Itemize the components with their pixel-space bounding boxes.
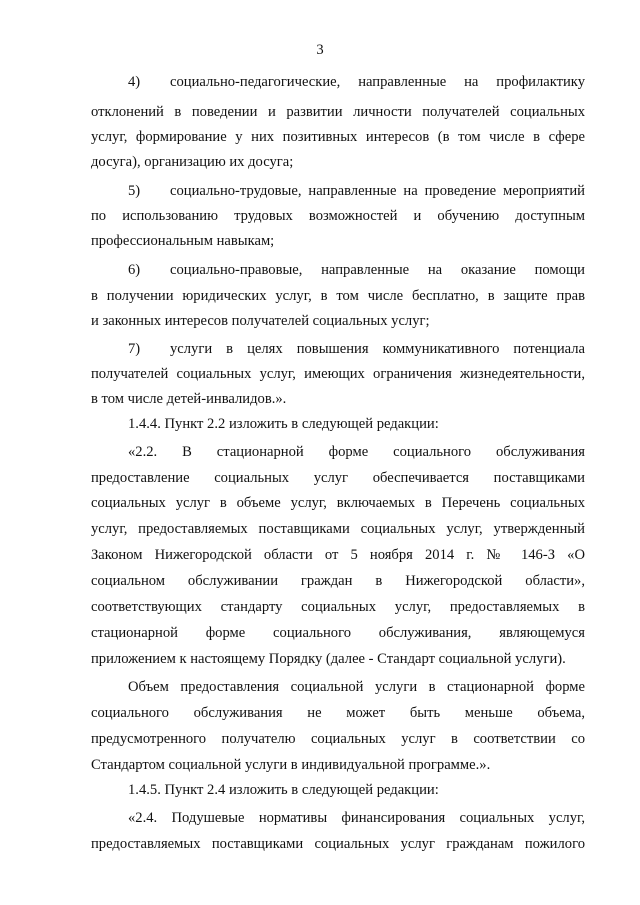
list-number: 5) xyxy=(128,183,141,199)
text-line: приложением к настоящему Порядку (далее - Стандарт социальной услуги). xyxy=(91,651,566,667)
section-heading-1-4-4: 1.4.4. Пункт 2.2 изложить в следующей редакции: xyxy=(128,416,439,432)
text-line: досуга), организацию их досуга; xyxy=(91,154,294,170)
text-line: Стандартом социальной услуги в индивидуальной программе.». xyxy=(91,757,491,773)
list-item-6 xyxy=(128,260,585,280)
list-item-5 xyxy=(128,181,585,201)
text-line: предоставление социальных услуг обеспечивается поставщиками xyxy=(91,470,585,486)
text-line: услуг, предоставляемых поставщиками социальных услуг, утвержденный xyxy=(91,521,585,537)
text-line: стационарной форме социального обслуживания, являющемуся xyxy=(91,625,585,641)
text-line: «2.2. В стационарной форме социального обслуживания xyxy=(128,444,585,460)
text-line: соответствующих стандарту социальных услуг, предоставляемых в xyxy=(91,599,585,615)
text-line: отклонений в поведении и развитии личности получателей социальных xyxy=(91,104,585,120)
text-line: получателей социальных услуг, имеющих ограничения жизнедеятельности, xyxy=(91,366,585,382)
list-item-4 xyxy=(128,72,585,92)
text-line: в том числе детей-инвалидов.». xyxy=(91,391,287,407)
text-line: социального обслуживания не может быть меньше объема, xyxy=(91,705,585,721)
list-item-7 xyxy=(128,339,585,359)
text-line: «2.4. Подушевые нормативы финансирования социальных услуг, xyxy=(128,810,585,826)
text-line: предоставляемых поставщиками социальных услуг гражданам пожилого xyxy=(91,836,585,852)
text-line: и законных интересов получателей социальных услуг; xyxy=(91,313,430,329)
list-text: социально-трудовые, направленные на проведение мероприятий xyxy=(170,183,585,199)
text-line: по использованию трудовых возможностей и обучению доступным xyxy=(91,208,585,224)
list-number: 6) xyxy=(128,262,141,278)
text-line: социальном обслуживании граждан в Нижегородской области», xyxy=(91,573,585,589)
list-text: социально-педагогические, направленные на профилактику xyxy=(170,74,585,90)
list-text: социально-правовые, направленные на оказание помощи xyxy=(170,262,585,278)
text-line: Объем предоставления социальной услуги в стационарной форме xyxy=(128,679,585,695)
text-line: социальных услуг в объеме услуг, включаемых в Перечень социальных xyxy=(91,495,585,511)
text-line: профессиональным навыкам; xyxy=(91,233,275,249)
page-number: 3 xyxy=(316,42,324,58)
text-line: в получении юридических услуг, в том числе бесплатно, в защите прав xyxy=(91,288,585,304)
text-line: услуг, формирование у них позитивных интересов (в том числе в сфере xyxy=(91,129,585,145)
text-line: Законом Нижегородской области от 5 ноября 2014 г. № 146-З «О xyxy=(91,547,585,563)
list-text: услуги в целях повышения коммуникативного потенциала xyxy=(170,341,585,357)
section-heading-1-4-5: 1.4.5. Пункт 2.4 изложить в следующей редакции: xyxy=(128,782,439,798)
list-number: 4) xyxy=(128,74,141,90)
text-line: предусмотренного получателю социальных услуг в соответствии со xyxy=(91,731,585,747)
list-number: 7) xyxy=(128,341,141,357)
